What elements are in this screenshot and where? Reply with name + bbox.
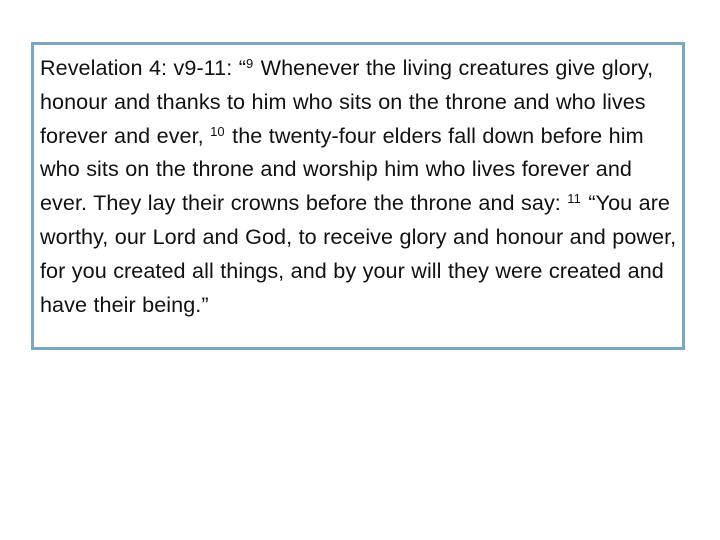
verse-text-box [31,42,685,350]
verse-number-11: 11 [567,191,581,207]
verse-quote-open: “ [238,55,246,80]
verse-11-text: “You are worthy, our Lord and God, to receive glory and honour and power, for you created all things, and by your will they were created and have their being.” [40,190,677,317]
verse-number-10: 10 [210,123,225,139]
verse-10-text: the twenty-four elders fall down before him who sits on the throne and worship him who lives forever and ever. They lay their crowns before the throne and say: [40,122,644,216]
verse-paragraph [40,51,678,321]
verse-number-9: 9 [245,56,254,71]
verse-reference: Revelation 4: v9-11: [40,55,239,80]
verse-9-text: Whenever the living creatures give glory, honour and thanks to him who sits on the throne and who lives forever and ever, [40,55,654,148]
